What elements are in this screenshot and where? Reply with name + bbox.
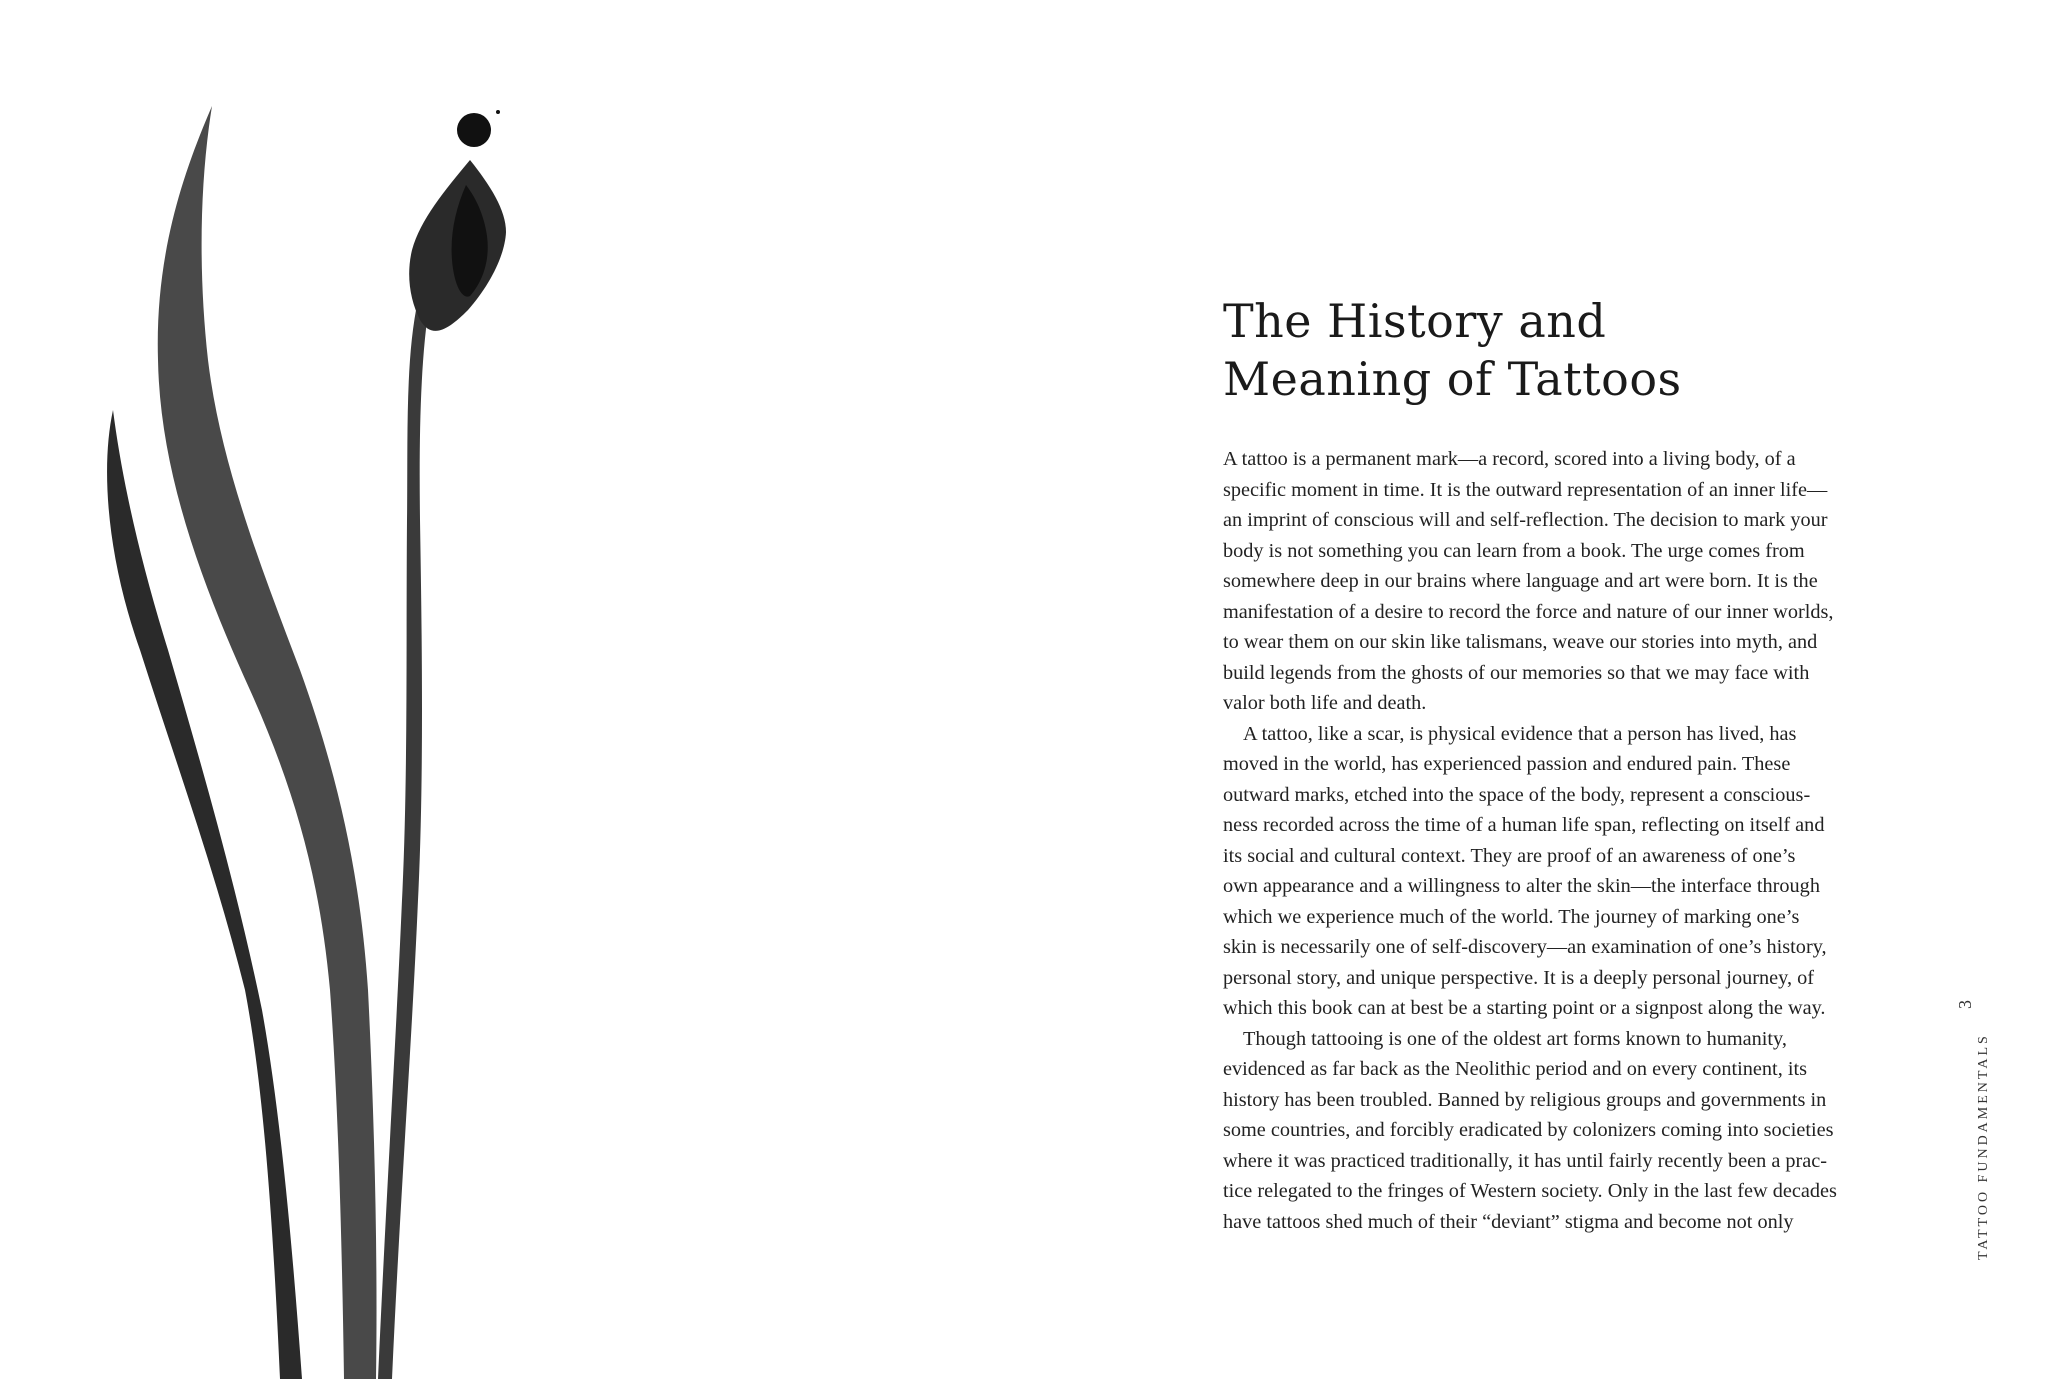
text-line: history has been troubled. Banned by religious groups and governments in <box>1223 1088 1827 1111</box>
text-line: skin is necessarily one of self-discovery—an examination of one’s history, <box>1223 936 1827 958</box>
text-line: which this book can at best be a starting point or a signpost along the way. <box>1223 997 1826 1019</box>
text-line: moved in the world, has experienced passion and endured pain. These <box>1223 753 1791 775</box>
text-line: outward marks, etched into the space of the body, represent a conscious- <box>1223 783 1811 806</box>
text-line: own appearance and a willingness to alter the skin—the interface through <box>1223 875 1820 897</box>
text-line: somewhere deep in our brains where language and art were born. It is the <box>1223 570 1818 592</box>
text-line: tice relegated to the fringes of Western society. Only in the last few decades <box>1223 1180 1837 1202</box>
ink-brush-plant-illustration <box>0 0 620 1379</box>
body-text <box>1223 444 1903 1237</box>
text-line: evidenced as far back as the Neolithic period and on every continent, its <box>1223 1058 1807 1080</box>
ink-dot <box>457 113 491 147</box>
chapter-title-line: The History and <box>1223 294 1607 348</box>
text-line: A tattoo is a permanent mark—a record, scored into a living body, of a <box>1223 448 1796 470</box>
text-line: specific moment in time. It is the outward representation of an inner life— <box>1223 478 1828 501</box>
text-line: ness recorded across the time of a human life span, reflecting on itself and <box>1223 814 1825 836</box>
text-line: personal story, and unique perspective. It is a deeply personal journey, of <box>1223 966 1814 989</box>
chapter-title-line: Meaning of Tattoos <box>1223 352 1682 406</box>
text-line: Though tattooing is one of the oldest art forms known to humanity, <box>1243 1027 1787 1050</box>
text-line: which we experience much of the world. The journey of marking one’s <box>1223 905 1800 928</box>
ink-speck <box>496 110 500 114</box>
text-line: valor both life and death. <box>1223 692 1427 714</box>
paragraph-2 <box>1223 719 1903 1024</box>
running-head: TATTOO FUNDAMENTALS <box>1976 1033 1991 1260</box>
text-line: its social and cultural context. They are proof of an awareness of one’s <box>1223 844 1796 867</box>
text-line: manifestation of a desire to record the force and nature of our inner worlds, <box>1223 600 1834 623</box>
chapter-title <box>1223 292 1903 408</box>
chapter-text-block <box>1223 292 1903 1237</box>
text-line: build legends from the ghosts of our memories so that we may face with <box>1223 661 1810 684</box>
text-line: body is not something you can learn from a book. The urge comes from <box>1223 539 1805 562</box>
paragraph-3 <box>1223 1024 1903 1238</box>
brush-stem <box>378 300 430 1379</box>
text-line: have tattoos shed much of their “deviant” stigma and become not only <box>1223 1210 1794 1233</box>
text-line: some countries, and forcibly eradicated by colonizers coming into societies <box>1223 1119 1834 1141</box>
paragraph-1 <box>1223 444 1903 719</box>
page-number: 3 <box>1955 1000 1975 1009</box>
text-line: A tattoo, like a scar, is physical evidence that a person has lived, has <box>1243 722 1797 745</box>
text-line: to wear them on our skin like talismans, weave our stories into myth, and <box>1223 631 1818 653</box>
text-line: where it was practiced traditionally, it has until fairly recently been a prac- <box>1223 1149 1828 1172</box>
text-line: an imprint of conscious will and self-reflection. The decision to mark your <box>1223 509 1828 531</box>
